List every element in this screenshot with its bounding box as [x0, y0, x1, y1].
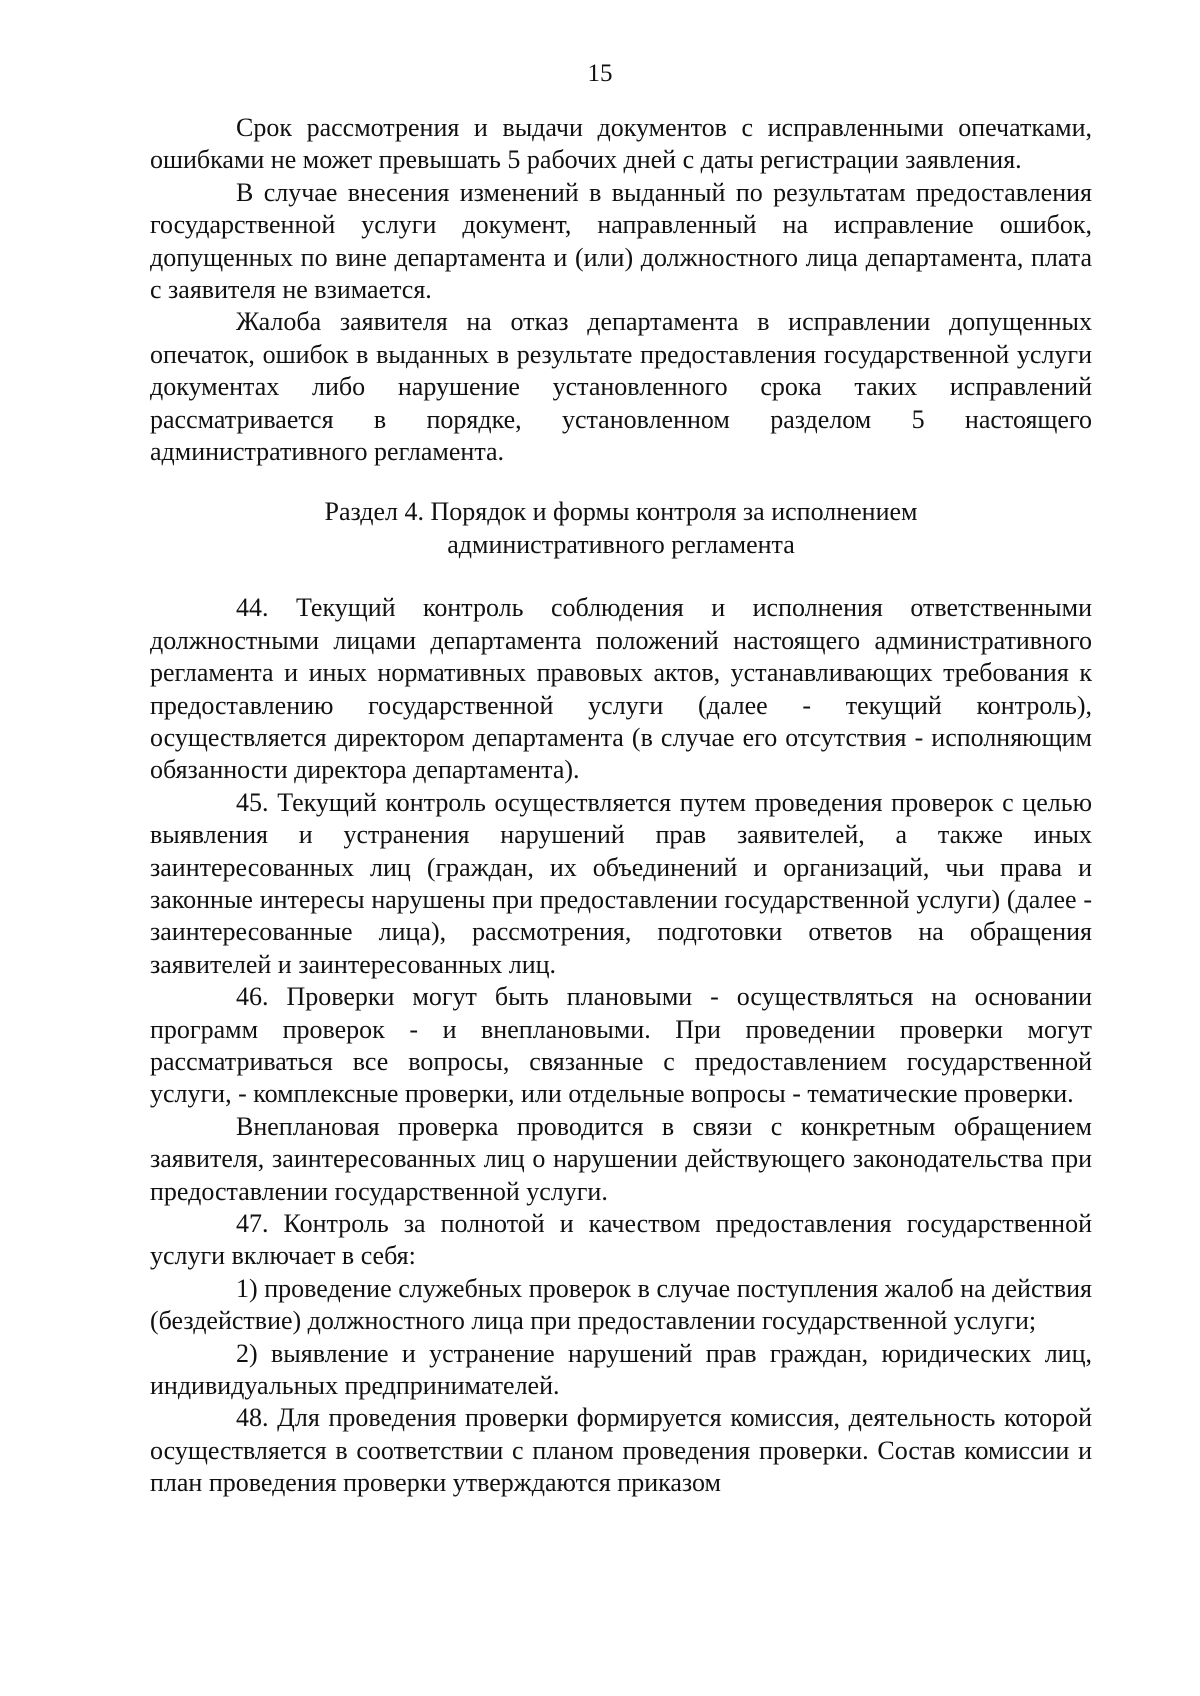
paragraph-48: 48. Для проведения проверки формируется комиссия, деятельность которой осуществляется в соответствии с планом проведения проверки. Состав комиссии и план проведения проверки утверждаются приказом: [150, 1403, 1092, 1498]
paragraph-46: 46. Проверки могут быть плановыми - осуществляться на основании программ проверок - и внеплановыми. При проведении проверки могут рассматриваться все вопросы, связанные с предоставлением государственной услуги, - комплексные проверки, или отдельные вопросы - тематические проверки.: [150, 982, 1092, 1109]
section-heading-line-2: административного регламента: [447, 529, 795, 559]
paragraph-47: 47. Контроль за полнотой и качеством предоставления государственной услуги включает в себя:: [150, 1209, 1092, 1271]
paragraph-44: 44. Текущий контроль соблюдения и исполнения ответственными должностными лицами департамента положений настоящего административного регламента и иных нормативных правовых актов, устанавливающих требования к предоставлению государственной услуги (далее - текущий контроль), осуществляется директором департамента (в случае его отсутствия - исполняющим обязанности директора департамента).: [150, 593, 1092, 785]
paragraph-correction-term: Срок рассмотрения и выдачи документов с исправленными опечатками, ошибками не может превышать 5 рабочих дней с даты регистрации заявления.: [150, 113, 1092, 175]
document-body: [150, 112, 1092, 1500]
paragraph-45: 45. Текущий контроль осуществляется путем проведения проверок с целью выявления и устранения нарушений прав заявителей, а также иных заинтересованных лиц (граждан, их объединений и организаций, чьи права и законные интересы нарушены при предоставлении государственной услуги) (далее - заинтересованные лица), рассмотрения, подготовки ответов на обращения заявителей и заинтересованных лиц.: [150, 787, 1092, 979]
section-heading: [150, 496, 1092, 561]
section-heading-line-1: Раздел 4. Порядок и формы контроля за исполнением: [324, 497, 918, 527]
list-item-2: 2) выявление и устранение нарушений прав граждан, юридических лиц, индивидуальных предпринимателей.: [150, 1338, 1092, 1401]
paragraph-unscheduled-check: Внеплановая проверка проводится в связи с конкретным обращением заявителя, заинтересованных лиц о нарушении действующего законодательства при предоставлении государственной услуги.: [150, 1111, 1092, 1206]
paragraph-no-fee: В случае внесения изменений в выданный по результатам предоставления государственной услуги документ, направленный на исправление ошибок, допущенных по вине департамента и (или) должностного лица департамента, плата с заявителя не взимается.: [150, 177, 1092, 305]
page-number: 15: [587, 60, 613, 87]
list-item-1: 1) проведение служебных проверок в случае поступления жалоб на действия (бездействие) должностного лица при предоставлении государственной услуги;: [150, 1273, 1092, 1336]
paragraph-complaint: Жалоба заявителя на отказ департамента в исправлении допущенных опечаток, ошибок в выданных в результате предоставления государственной услуги документах либо нарушение установленного срока таких исправлений рассматривается в порядке, установленном разделом 5 настоящего административного регламента.: [150, 307, 1092, 467]
